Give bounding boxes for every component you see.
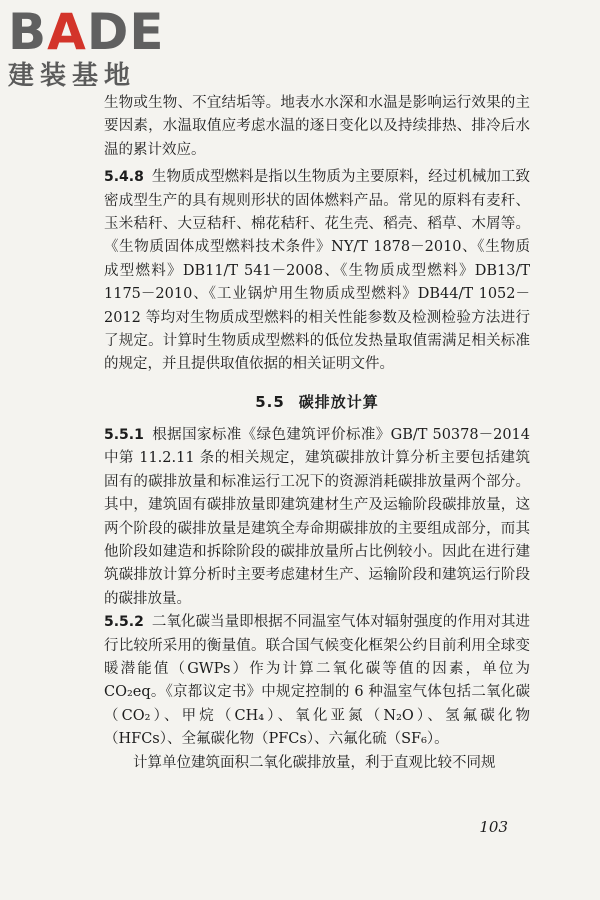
paragraph-5-5-1	[104, 424, 530, 611]
page-body	[104, 92, 530, 775]
bade-logo	[8, 3, 198, 98]
clause-number: 5.5.1	[104, 426, 144, 443]
logo-letter-a: A	[47, 3, 87, 61]
paragraph-5-4-8	[104, 166, 530, 377]
paragraph-continuation	[104, 752, 530, 775]
logo-wordmark	[8, 3, 198, 61]
logo-letter-b: B	[8, 3, 48, 61]
logo-subtitle: 建装基地	[8, 61, 137, 91]
page-number: 103	[479, 818, 508, 836]
clause-number: 5.5.2	[104, 614, 144, 631]
clause-number: 5.4.8	[104, 169, 144, 186]
section-title: 碳排放计算	[298, 392, 379, 411]
logo-letters-de: DE	[86, 3, 165, 61]
paragraph-text: 计算单位建筑面积二氧化碳排放量，利于直观比较不同规	[133, 754, 496, 771]
section-number: 5.5	[255, 392, 285, 411]
paragraph-5-5-2	[104, 611, 530, 751]
paragraph-text: 生物或生物、不宜结垢等。地表水水深和水温是影响运行效果的主要因素，水温取值应考虑水温的逐日变化以及持续排热、排冷后水温的累计效应。	[104, 95, 530, 158]
paragraph-text: 二氧化碳当量即根据不同温室气体对辐射强度的作用对其进行比较所采用的衡量值。联合国气候变化框架公约目前利用全球变暖潜能值（GWPs）作为计算二氧化碳等值的因素，单位为 CO₂eq。《京都议定书》中规定控制的 6 种温室气体包括二氧化碳（CO₂）、甲烷（CH₄）、氧化亚氮（N₂O）、氢氟碳化物（HFCs）、全氟碳化物（PFCs）、六氟化硫（SF₆）。	[104, 614, 530, 748]
paragraph-text: 根据国家标准《绿色建筑评价标准》GB/T 50378－2014 中第 11.2.11 条的相关规定，建筑碳排放计算分析主要包括建筑固有的碳排放量和标准运行工况下的资源消耗碳排放量两个部分。其中，建筑固有碳排放量即建筑建材生产及运输阶段碳排放量，这两个阶段的碳排放量是建筑全寿命期碳排放的主要组成部分，而其他阶段如建造和拆除阶段的碳排放量所占比例较小。因此在进行建筑碳排放计算分析时主要考虑建材生产、运输阶段和建筑运行阶段的碳排放量。	[104, 426, 530, 607]
paragraph-text: 生物质成型燃料是指以生物质为主要原料，经过机械加工致密成型生产的具有规则形状的固体燃料产品。常见的原料有麦秆、玉米秸秆、大豆秸秆、棉花秸秆、花生壳、稻壳、稻草、木屑等。《生物质固体成型燃料技术条件》NY/T 1878－2010、《生物质成型燃料》DB11/T 541－2008、《生物质成型燃料》DB13/T 1175－2010、《工业锅炉用生物质成型燃料》DB44/T 1052－2012 等均对生物质成型燃料的相关性能参数及检测检验方法进行了规定。计算时生物质成型燃料的低位发热量取值需满足相关标准的规定，并且提供取值依据的相关证明文件。	[104, 169, 530, 373]
section-heading	[104, 391, 530, 412]
paragraph-continued	[104, 92, 530, 162]
